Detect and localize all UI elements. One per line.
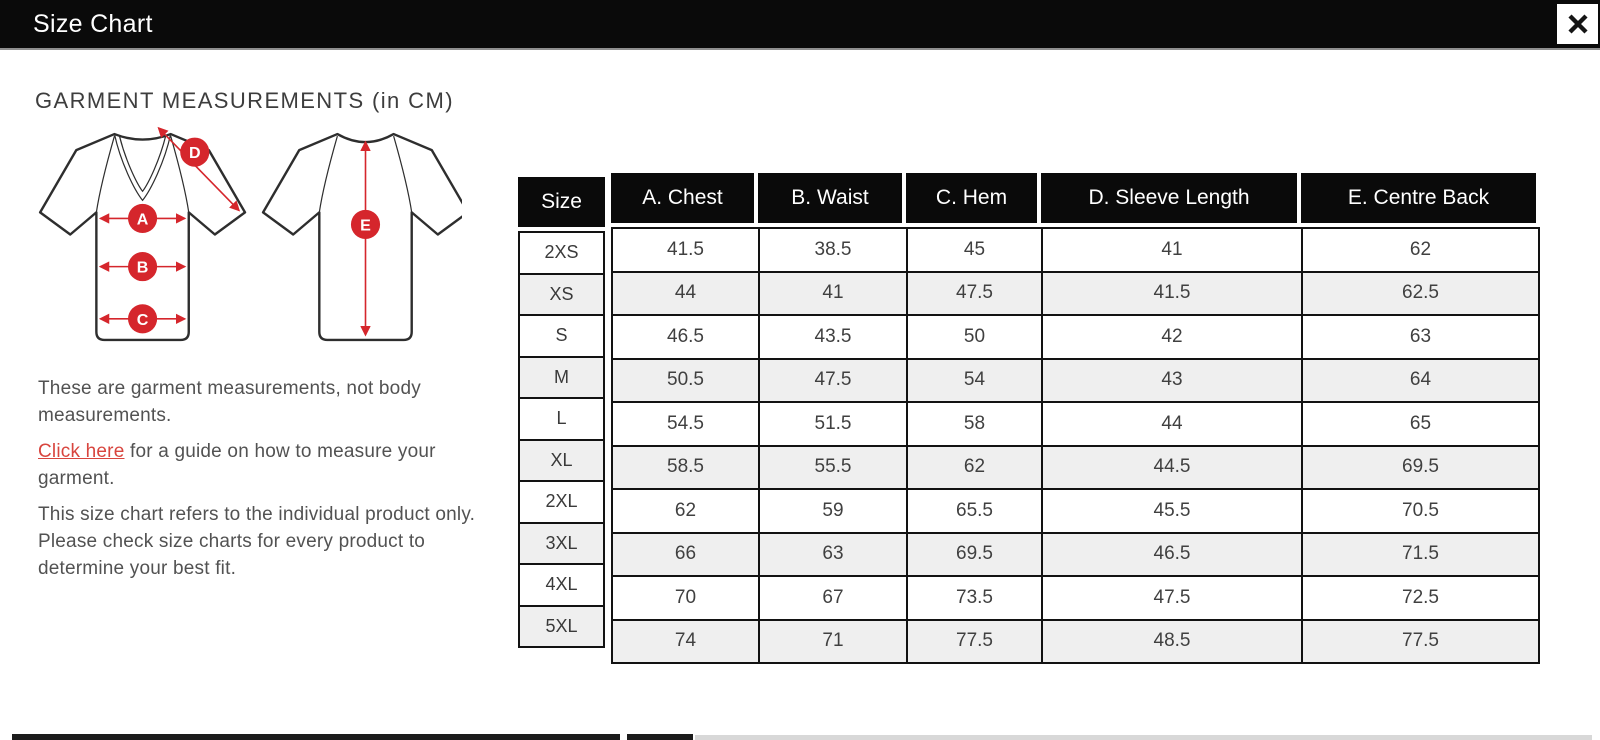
cell-chest: 70	[613, 577, 760, 619]
cell-hem: 47.5	[908, 273, 1043, 315]
cell-back: 77.5	[1303, 621, 1538, 663]
cell-hem: 65.5	[908, 490, 1043, 532]
cell-waist: 43.5	[760, 316, 908, 358]
size-cell: S	[518, 314, 605, 358]
column-header-back: E. Centre Back	[1301, 173, 1536, 223]
size-table	[518, 173, 1540, 664]
modal-title: Size Chart	[33, 9, 153, 38]
table-row	[613, 534, 1538, 578]
cell-sleeve: 48.5	[1043, 621, 1303, 663]
cell-chest: 54.5	[613, 403, 760, 445]
notes-block	[38, 376, 486, 592]
svg-text:A: A	[136, 210, 149, 229]
table-row	[613, 490, 1538, 534]
cell-chest: 58.5	[613, 447, 760, 489]
size-cell: XS	[518, 273, 605, 317]
cell-waist: 71	[760, 621, 908, 663]
cell-back: 70.5	[1402, 499, 1439, 521]
cutoff-element-right	[695, 735, 1592, 740]
column-header-size: Size	[518, 177, 605, 227]
table-row	[613, 316, 1538, 360]
cell-back: 71.5	[1303, 534, 1538, 576]
marker-a-icon	[128, 204, 157, 233]
table-row	[613, 360, 1538, 404]
cell-sleeve: 42	[1043, 316, 1303, 358]
note-guide-rest: for a guide on how to measure your garment.	[38, 440, 436, 489]
cell-waist: 38.5	[760, 229, 908, 271]
cell-hem: 77.5	[908, 621, 1043, 663]
close-icon	[1566, 12, 1590, 36]
svg-text:B: B	[136, 258, 149, 277]
table-row	[613, 273, 1538, 317]
cell-back: 64	[1303, 360, 1538, 402]
cell-sleeve: 45.5	[1043, 490, 1303, 532]
modal-header	[0, 0, 1600, 48]
cell-chest: 66	[613, 534, 760, 576]
cell-waist: 51.5	[760, 403, 908, 445]
size-cell: M	[518, 356, 605, 400]
table-header-row	[611, 173, 1540, 223]
size-cell: XL	[518, 439, 605, 483]
table-row	[613, 577, 1538, 621]
marker-e-icon	[351, 210, 380, 239]
cell-hem: 73.5	[908, 577, 1043, 619]
header-divider	[0, 48, 1600, 50]
cell-back: 72.5	[1402, 586, 1439, 608]
column-header-hem: C. Hem	[906, 173, 1041, 223]
cell-sleeve: 44	[1043, 403, 1303, 445]
cell-waist: 59	[760, 490, 908, 532]
page-title: GARMENT MEASUREMENTS (in CM)	[35, 88, 454, 113]
size-cell: 2XS	[518, 231, 605, 275]
garment-diagram	[30, 120, 462, 356]
marker-c-icon	[128, 304, 157, 333]
marker-d-icon	[180, 138, 209, 167]
cell-chest: 74	[613, 621, 760, 663]
measure-guide-link[interactable]: Click here	[38, 440, 125, 462]
column-header-sleeve: D. Sleeve Length	[1041, 173, 1301, 223]
table-row	[613, 621, 1538, 663]
cutoff-element-mid	[627, 734, 693, 740]
cell-sleeve: 44.5	[1043, 447, 1303, 489]
table-row	[613, 229, 1538, 273]
size-cell: 5XL	[518, 605, 605, 649]
cell-waist: 63	[760, 534, 908, 576]
cell-sleeve: 46.5	[1043, 534, 1303, 576]
cell-hem: 58	[908, 403, 1043, 445]
marker-b-icon	[128, 252, 157, 281]
column-header-waist: B. Waist	[758, 173, 906, 223]
cell-back: 62.5	[1303, 273, 1538, 315]
close-button[interactable]	[1557, 4, 1598, 44]
table-body	[611, 227, 1540, 664]
cell-chest: 50.5	[613, 360, 760, 402]
cell-sleeve: 43	[1043, 360, 1303, 402]
cell-back: 63	[1409, 325, 1432, 347]
cell-sleeve: 41.5	[1043, 273, 1303, 315]
cell-waist: 67	[760, 577, 908, 619]
cell-waist: 41	[760, 273, 908, 315]
size-cell: 4XL	[518, 563, 605, 607]
cell-waist: 55.5	[760, 447, 908, 489]
cell-chest: 41.5	[613, 229, 760, 271]
size-cell: 2XL	[518, 480, 605, 524]
table-row	[613, 447, 1538, 491]
note-guide	[38, 439, 486, 493]
column-header-chest: A. Chest	[611, 173, 758, 223]
cell-hem: 45	[908, 229, 1043, 271]
cell-sleeve: 47.5	[1043, 577, 1303, 619]
cell-chest: 46.5	[613, 316, 760, 358]
cell-hem: 62	[908, 447, 1043, 489]
svg-text:E: E	[360, 216, 371, 235]
cell-hem: 50	[908, 316, 1043, 358]
size-column	[518, 177, 605, 664]
svg-text:D: D	[188, 144, 201, 163]
note-garment: These are garment measurements, not body measurements.	[38, 378, 421, 426]
note-individual: This size chart refers to the individual product only. Please check size charts for every product to determine your best fit.	[38, 503, 476, 579]
cell-chest: 62	[613, 490, 760, 532]
cell-hem: 54	[908, 360, 1043, 402]
cell-hem: 69.5	[908, 534, 1043, 576]
cell-back: 69.5	[1303, 447, 1538, 489]
size-cell: 3XL	[518, 522, 605, 566]
cell-chest: 44	[613, 273, 760, 315]
measurements-columns	[611, 173, 1540, 664]
table-row	[613, 403, 1538, 447]
cell-back: 65	[1409, 412, 1432, 434]
svg-text:C: C	[136, 310, 149, 329]
cutoff-element-left	[12, 734, 620, 740]
size-cell: L	[518, 397, 605, 441]
cell-back: 62	[1409, 238, 1432, 260]
cell-sleeve: 41	[1043, 229, 1303, 271]
cell-waist: 47.5	[760, 360, 908, 402]
